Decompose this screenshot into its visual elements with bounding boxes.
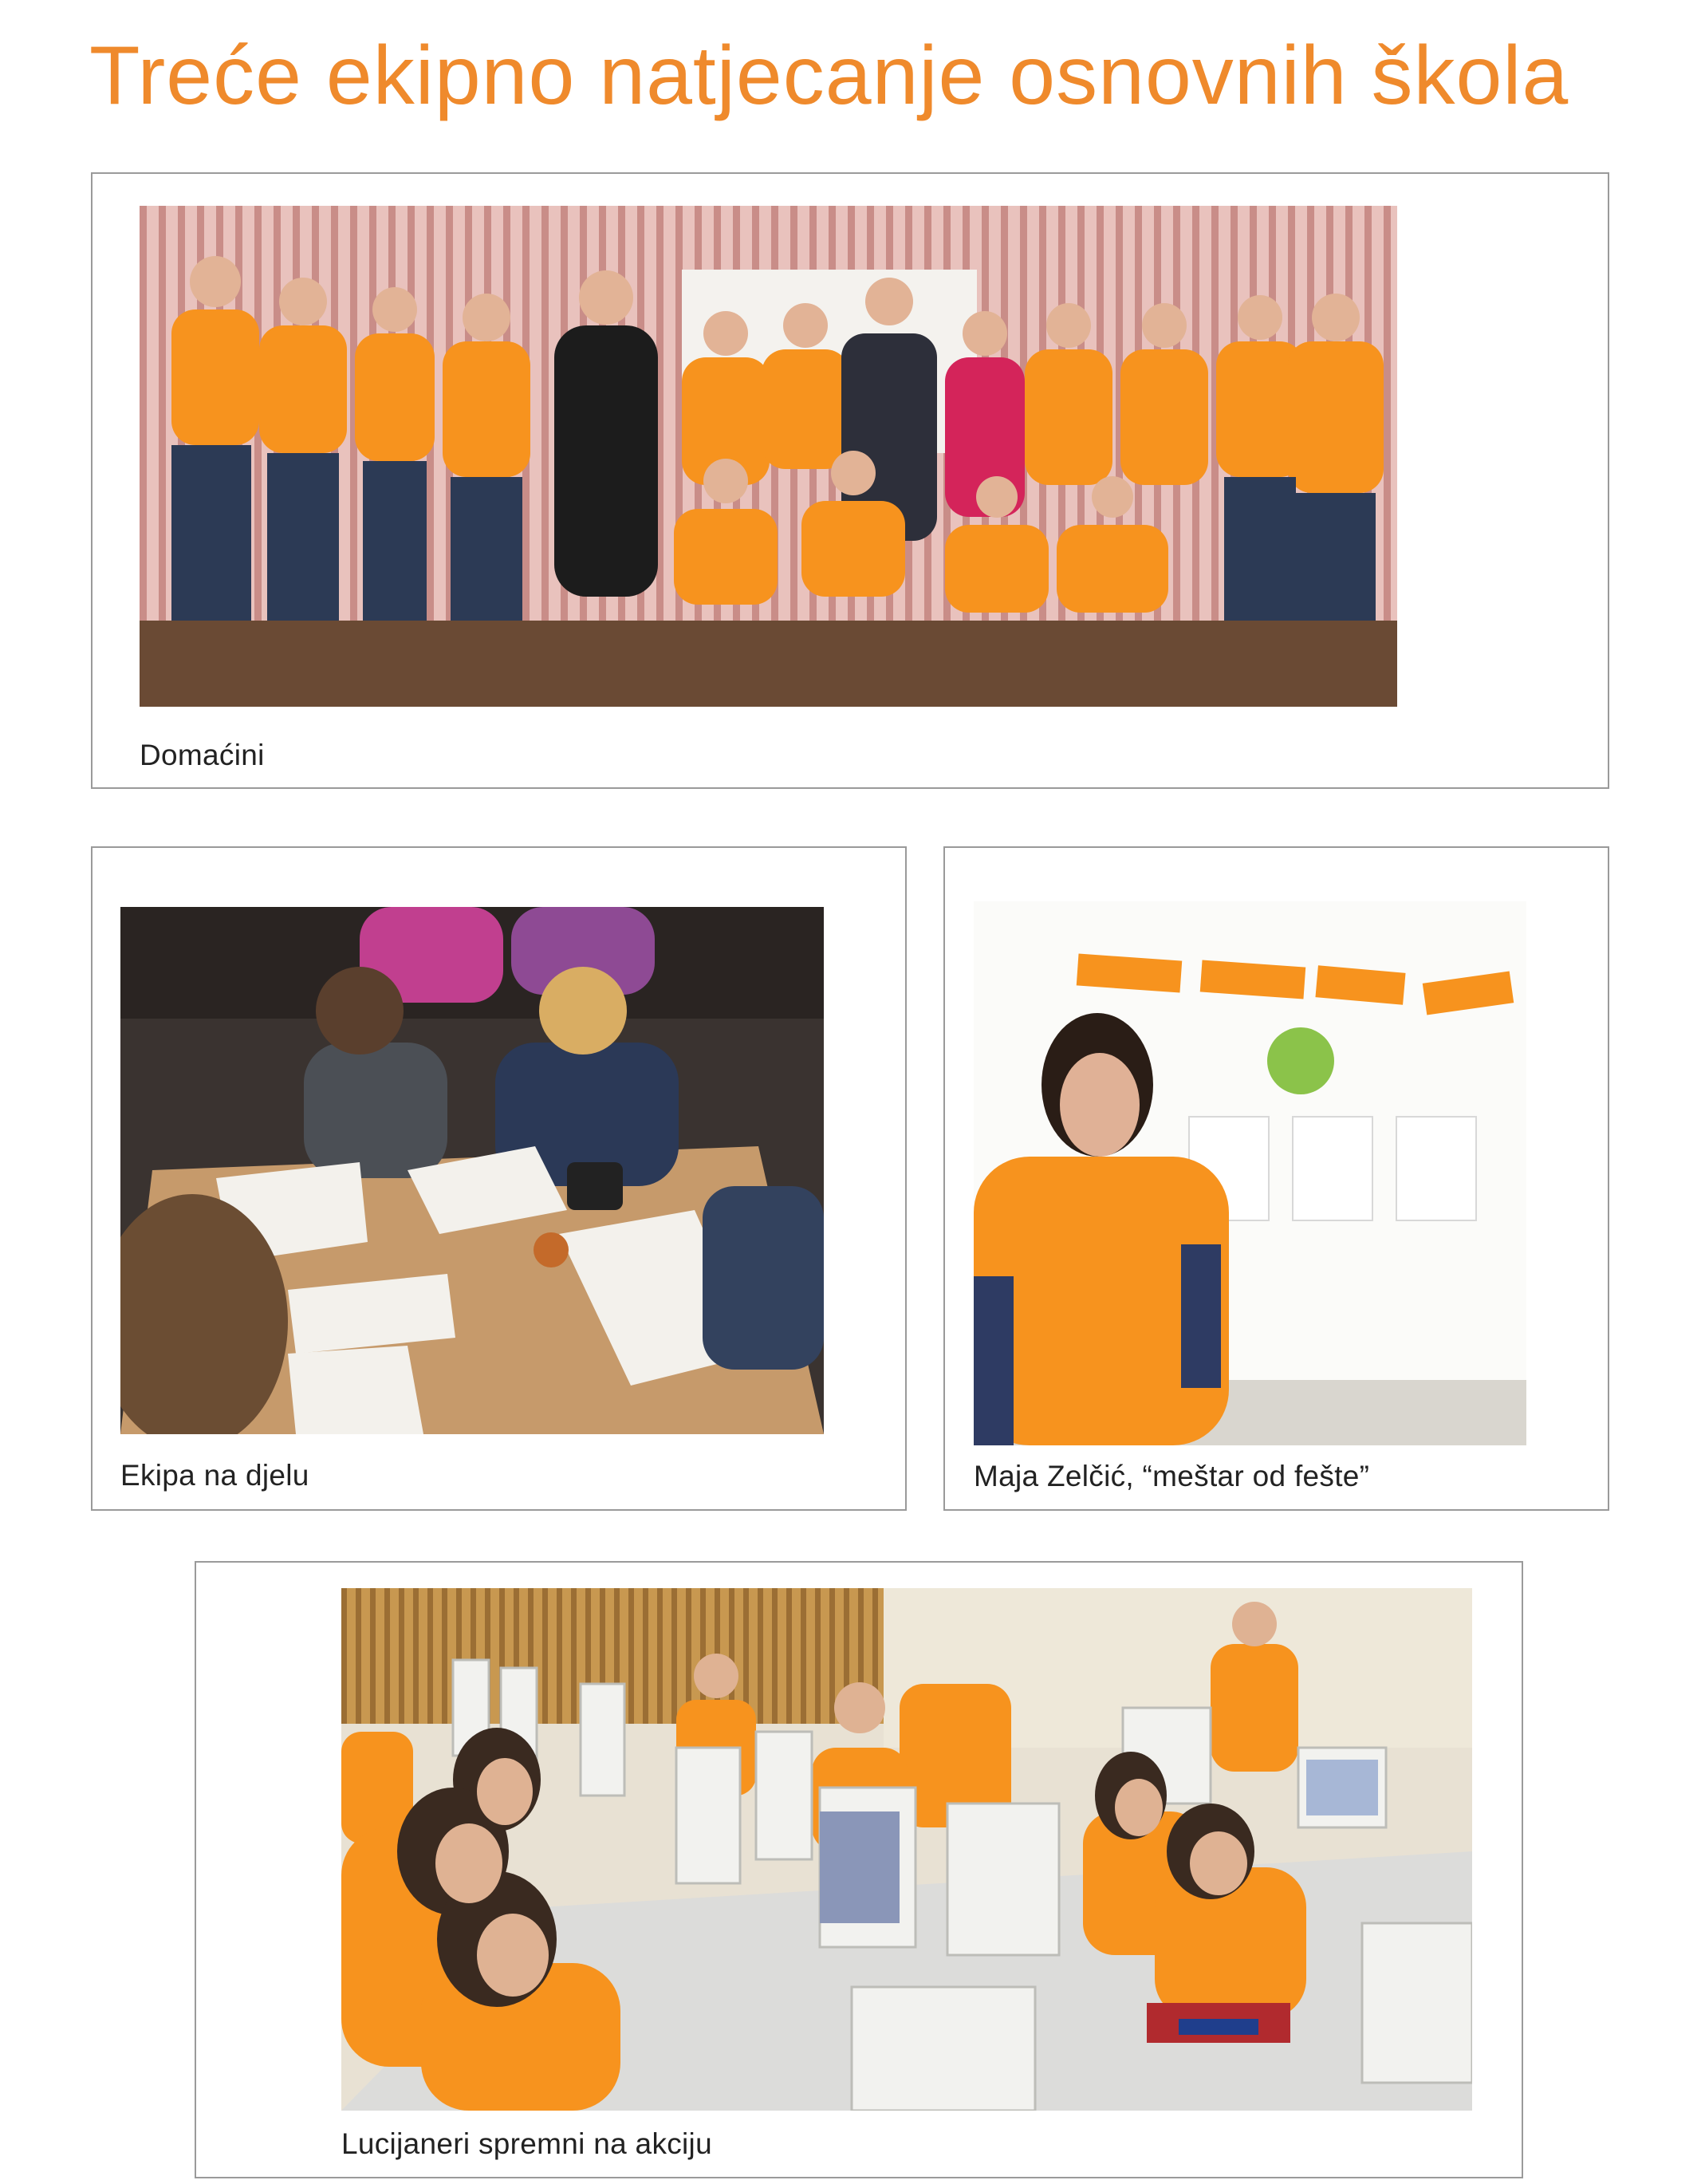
- photo-caption: Lucijaneri spremni na akciju: [341, 2127, 712, 2160]
- group-photo: [140, 206, 1397, 707]
- team-at-work-frame: [91, 846, 907, 1511]
- maja-portrait-frame: [943, 846, 1609, 1511]
- maja-portrait-photo: [974, 901, 1526, 1445]
- computer-lab-frame: [195, 1561, 1523, 2178]
- page-title: Treće ekipno natjecanje osnovnih škola: [89, 30, 1569, 122]
- photo-caption: Domaćini: [140, 739, 265, 771]
- computer-lab-photo: [341, 1588, 1472, 2111]
- photo-caption: Ekipa na djelu: [120, 1459, 309, 1492]
- group-photo-frame: [91, 172, 1609, 789]
- photo-caption: Maja Zelčić, “meštar od fešte”: [974, 1460, 1370, 1492]
- team-at-work-photo: [120, 907, 824, 1434]
